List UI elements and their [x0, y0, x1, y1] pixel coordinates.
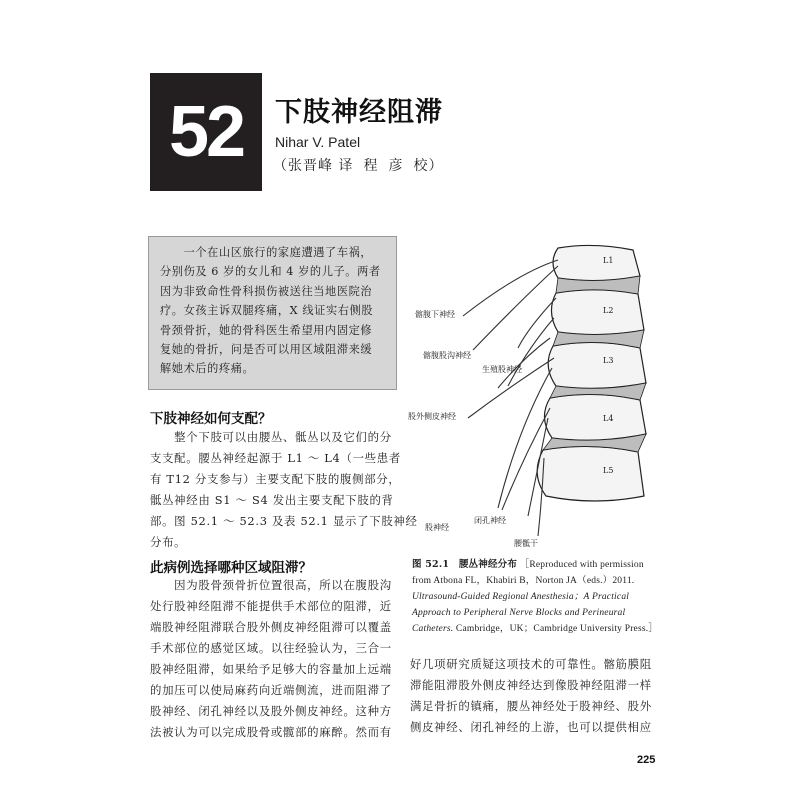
caption-title: 腰丛神经分布 — [458, 559, 518, 570]
label-l4: L4 — [603, 414, 614, 423]
label-iliohypogastric: 髂腹下神经 — [415, 310, 455, 319]
spine-drawing — [408, 238, 653, 550]
translator-names: 译程彦 — [338, 158, 414, 174]
body-line: 骶丛神经由 S1 ～ S4 发出主要支配下肢的背 — [150, 493, 394, 507]
body-line: 分布。 — [150, 535, 187, 549]
label-femoral: 股神经 — [425, 523, 449, 532]
body-line: 因为股骨颈骨折位置很高，所以在腹股沟 — [150, 578, 392, 592]
label-lumbosacral: 腰骶干 — [514, 539, 538, 548]
body-line: 有 T12 分支参与）主要支配下肢的腹侧部分， — [150, 472, 401, 486]
case-line: 分别伤及 6 岁的女儿和 4 岁的儿子。两者 — [160, 265, 381, 279]
vertebra-l3 — [548, 342, 646, 388]
translator-open: （张晋峰 — [273, 158, 339, 174]
figure-caption — [412, 557, 657, 637]
body-line: 好几项研究质疑这项技术的可靠性。髂筋膜阻 — [410, 657, 652, 671]
caption-line — [412, 621, 657, 637]
label-l3: L3 — [603, 356, 614, 365]
caption-text: Cambridge，UK；Cambridge University Press.］ — [453, 624, 659, 634]
body-line: 部。图 52.1 ～ 52.3 及表 52.1 显示了下肢神经 — [150, 514, 418, 528]
nerve-iliohypogastric — [463, 260, 558, 316]
label-l5: L5 — [603, 466, 614, 475]
caption-line — [412, 605, 657, 621]
case-line: 复她的骨折，问是否可以用区域阻滞来缓 — [160, 343, 373, 357]
vertebra-l4 — [544, 394, 646, 440]
chapter-number: 52 — [150, 73, 262, 191]
body-line: 支支配。腰丛神经起源于 L1 ～ L4（一些患者 — [150, 451, 401, 465]
nerve-branch — [498, 338, 550, 388]
caption-text: Approach to Peripheral Nerve Blocks and Perineural — [412, 608, 626, 618]
caption-text: Ultrasound-Guided Regional Anesthesia；A Practical — [412, 592, 630, 602]
case-line: 一个在山区旅行的家庭遭遇了车祸， — [160, 246, 373, 259]
label-l2: L2 — [603, 306, 614, 315]
caption-line — [412, 557, 657, 573]
case-line: 解她术后的疼痛。 — [160, 362, 255, 376]
vertebra-l1 — [553, 245, 640, 280]
page-number: 225 — [637, 754, 656, 766]
body-line: 满足骨折的镇痛，腰丛神经处于股神经、股外 — [410, 699, 652, 713]
case-line: 疗。女孩主诉双腿疼痛，X 线证实右侧股 — [160, 304, 374, 318]
translator-close: 校） — [413, 158, 444, 174]
body-line: 端股神经阻滞联合股外侧皮神经阻滞可以覆盖 — [150, 620, 392, 634]
caption-line: from Atbona FL，Khabiri B，Norton JA（eds.）2011. — [412, 576, 635, 586]
case-line: 骨颈骨折，她的骨科医生希望用内固定修 — [160, 323, 373, 337]
chapter-author: Nihar V. Patel — [275, 134, 361, 150]
label-lateral-femoral-cutaneous: 股外侧皮神经 — [408, 412, 456, 421]
nerve-ilioinguinal — [473, 266, 558, 350]
vertebra-l5 — [537, 446, 644, 501]
body-line: 手术部位的感觉区域。以往经验认为，三合一 — [150, 641, 392, 655]
body-line: 股神经阻滞，如果给予足够大的容量加上远端 — [150, 662, 392, 676]
section-heading-innervation: 下肢神经如何支配？ — [150, 411, 272, 427]
body-line: 整个下肢可以由腰丛、骶丛以及它们的分 — [150, 430, 392, 444]
caption-line — [412, 589, 657, 605]
body-line: 的加压可以使局麻药向近端侧流，进而阻滞了 — [150, 683, 392, 697]
case-line: 因为非致命性骨科损伤被送往当地医院治 — [160, 284, 373, 298]
label-ilioinguinal: 髂腹股沟神经 — [423, 351, 471, 360]
vertebra-l2 — [551, 290, 644, 335]
label-obturator: 闭孔神经 — [474, 516, 506, 525]
body-line: 滞能阻滞股外侧皮神经达到像股神经阻滞一样 — [410, 678, 652, 692]
body-line: 股神经、闭孔神经以及股外侧皮神经。这种方 — [150, 704, 392, 718]
chapter-title: 下肢神经阻滞 — [275, 97, 443, 128]
body-line: 法被认为可以完成股骨或髋部的麻醉。然而有 — [150, 725, 392, 739]
caption-text: ［Reproduced with permission — [519, 560, 644, 570]
label-l1: L1 — [603, 256, 614, 265]
caption-label: 图 52.1 — [412, 559, 450, 570]
caption-text: Catheters. — [412, 624, 454, 634]
body-line: 侧皮神经、闭孔神经的上游，也可以提供相应 — [410, 720, 652, 734]
lumbar-plexus-illustration — [408, 238, 653, 550]
chapter-translator — [273, 155, 443, 175]
body-line: 处行股神经阻滞不能提供手术部位的阻滞，近 — [150, 599, 392, 613]
section-heading-block-choice: 此病例选择哪种区域阻滞？ — [150, 560, 312, 576]
label-genitofemoral: 生殖股神经 — [482, 365, 522, 374]
case-box — [148, 236, 397, 390]
